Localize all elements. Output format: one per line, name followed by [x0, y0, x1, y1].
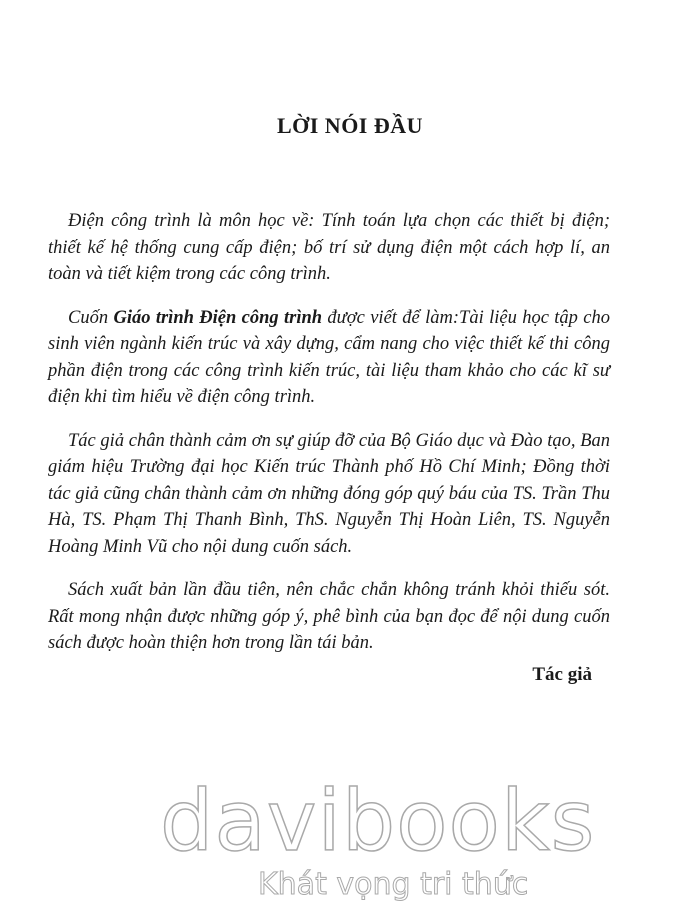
- paragraph-2-suffix: được viết để làm:Tài liệu học tập cho sinh viên ngành kiến trúc và xây dựng, cẩm nang cho việc thiết kế thi công phần điện trong các công trình kiến trúc, tài liệu tham khảo cho các kĩ sư điện khi tìm hiểu về điện công trình.: [48, 307, 610, 407]
- preface-body: [48, 208, 610, 674]
- paragraph-2-prefix: Cuốn: [68, 307, 114, 328]
- author-signature: Tác giả: [532, 664, 592, 685]
- publisher-watermark: [0, 772, 700, 909]
- book-title-bold: Giáo trình Điện công trình: [113, 307, 323, 328]
- watermark-slogan: Khát vọng tri thức: [258, 867, 529, 902]
- paragraph-4: Sách xuất bản lần đầu tiên, nên chắc chắn không tránh khỏi thiếu sót. Rất mong nhận được những góp ý, phê bình của bạn đọc để nội dung cuốn sách được hoàn thiện hơn trong lần tái bản.: [48, 580, 610, 653]
- page-title: LỜI NÓI ĐẦU: [276, 113, 424, 138]
- paragraph-3: Tác giả chân thành cảm ơn sự giúp đỡ của Bộ Giáo dục và Đào tạo, Ban giám hiệu Trường đại học Kiến trúc Thành phố Hồ Chí Minh; Đồng thời tác giả cũng chân thành cảm ơn những đóng góp quý báu của TS. Trần Thu Hà, TS. Phạm Thị Thanh Bình, ThS. Nguyễn Thị Hoàn Liên, TS. Nguyễn Hoàng Minh Vũ cho nội dung cuốn sách.: [48, 430, 610, 557]
- paragraph-2: [48, 305, 610, 411]
- watermark-brand: davibooks: [160, 772, 596, 870]
- paragraph-1: Điện công trình là môn học về: Tính toán lựa chọn các thiết bị điện; thiết kế hệ thống cung cấp điện; bố trí sử dụng điện một cách hợp lí, an toàn và tiết kiệm trong các công trình.: [48, 211, 610, 284]
